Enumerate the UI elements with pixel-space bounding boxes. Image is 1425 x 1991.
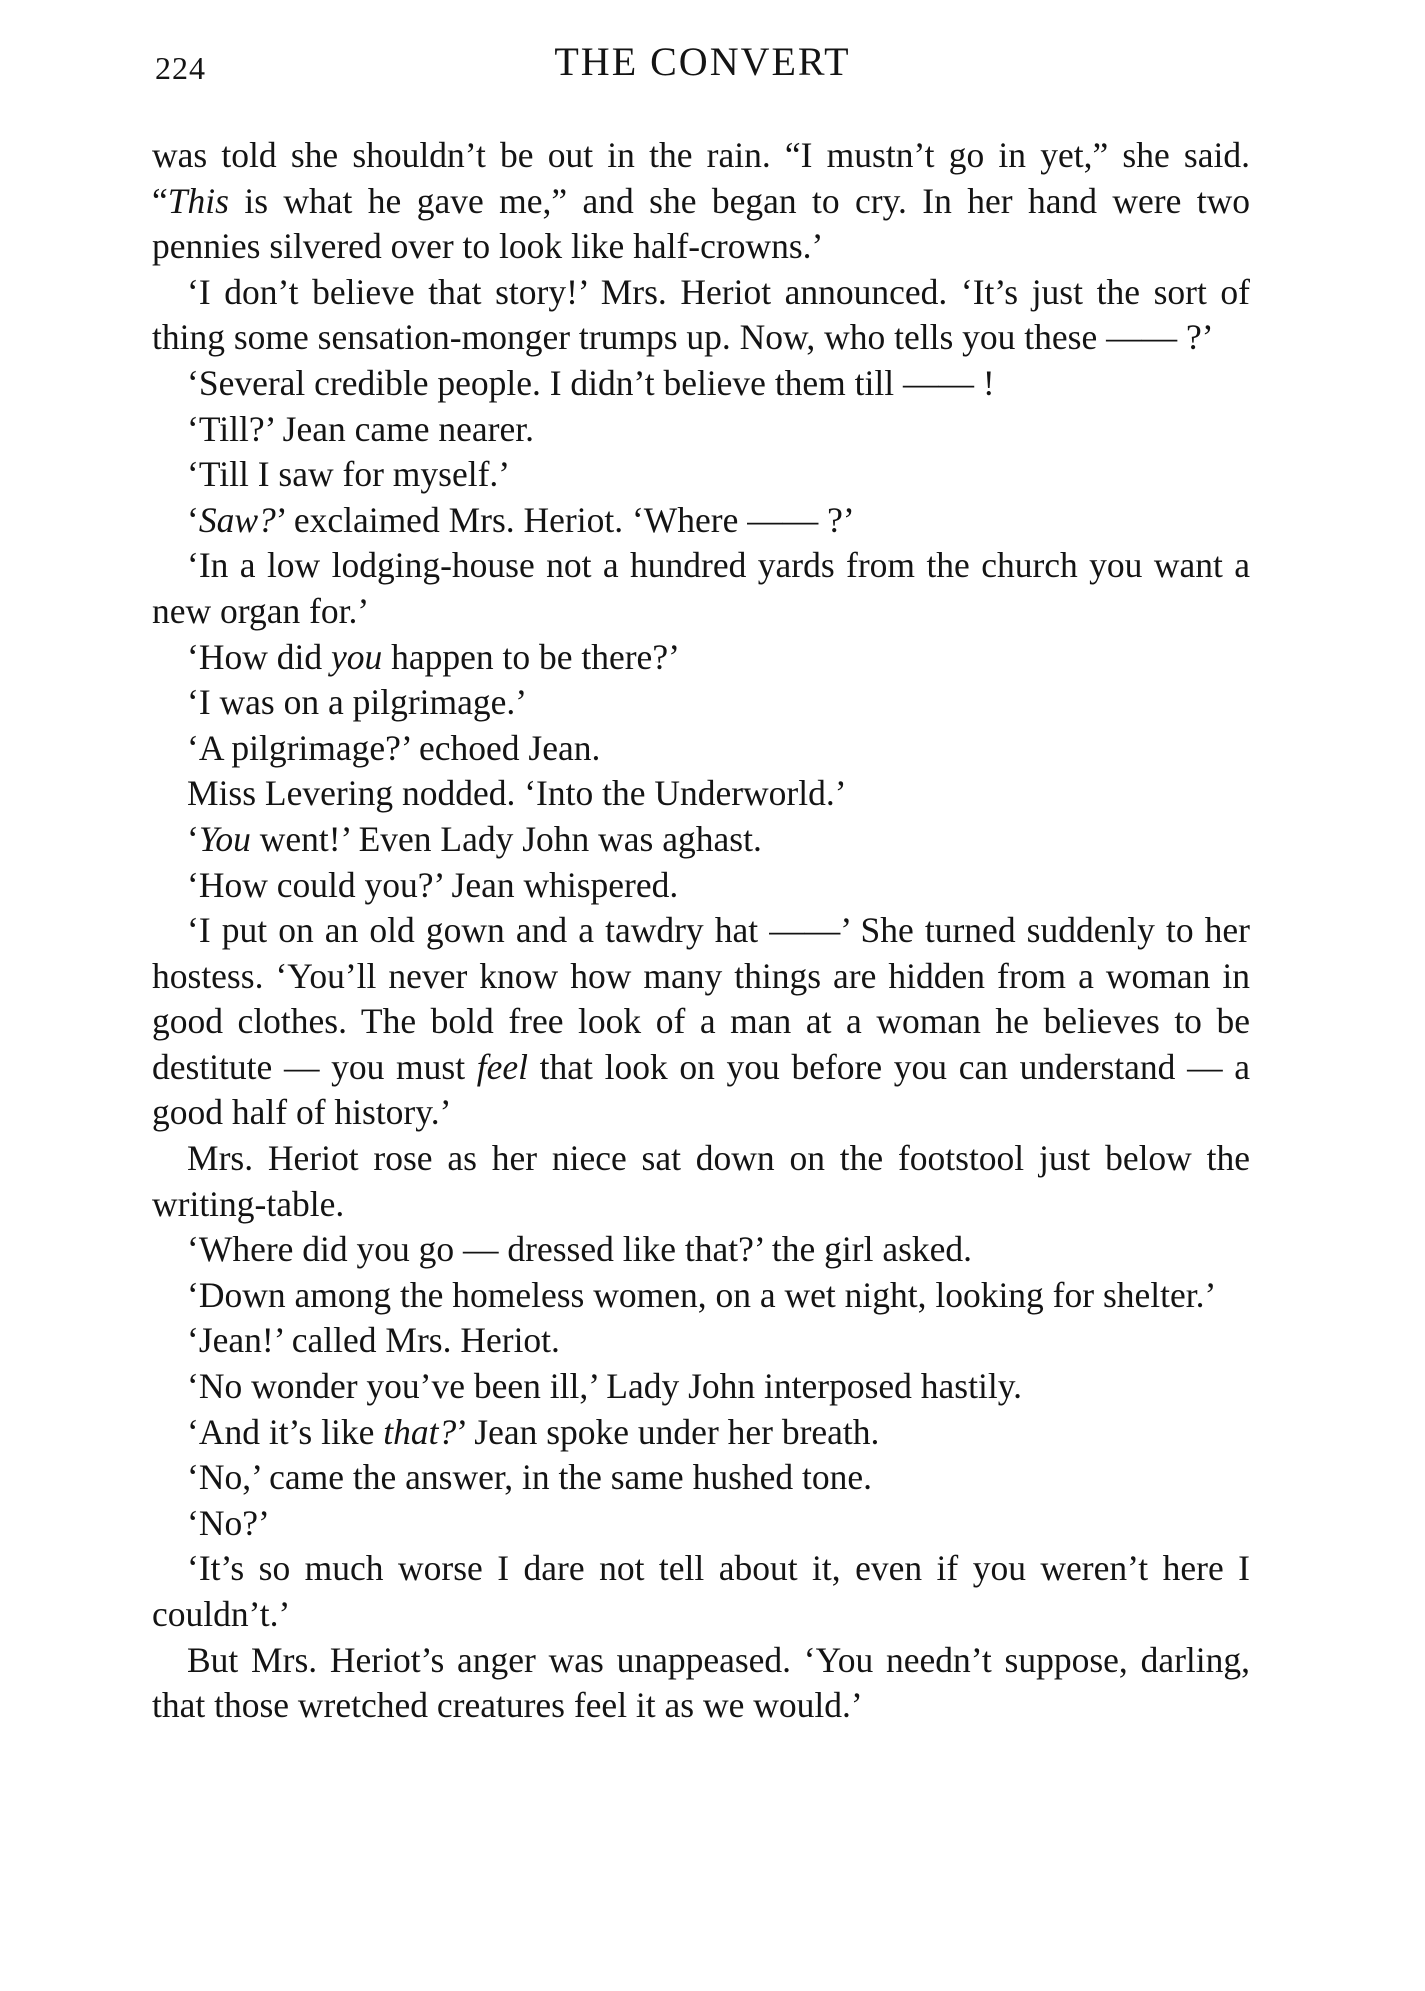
paragraph bbox=[152, 543, 1250, 634]
text-run: ‘Till?’ Jean came nearer. bbox=[187, 408, 534, 449]
text-run: ‘ bbox=[187, 499, 199, 540]
text-run: ‘How did bbox=[187, 636, 331, 677]
paragraph bbox=[152, 1364, 1250, 1410]
text-run: But Mrs. Heriot’s anger was unappeased. ‘You needn’t suppose, darling, that those wretched creatures feel it as we would.’ bbox=[152, 1639, 1250, 1726]
running-title: THE CONVERT bbox=[554, 39, 851, 84]
text-run: ‘Where did you go — dressed like that?’ the girl asked. bbox=[187, 1229, 973, 1270]
text-run: ’ Jean spoke under her breath. bbox=[456, 1411, 880, 1452]
text-run: ‘I put on an old gown and a tawdry hat ——’ She turned suddenly to her hostess. ‘You’ll never know how many things are hidden from a woman in good clothes. The bold free look of a man at a woman he believes to be destitute — you must bbox=[152, 910, 1250, 1087]
paragraph bbox=[152, 817, 1250, 863]
italic-text: that? bbox=[383, 1411, 457, 1452]
paragraph bbox=[152, 1136, 1250, 1227]
paragraph bbox=[152, 1227, 1250, 1273]
text-run: was told she shouldn’t be out in the rain. “I mustn’t go in yet,” she said. “ bbox=[152, 135, 1250, 221]
paragraph bbox=[152, 270, 1250, 361]
text-run: Miss Levering nodded. ‘Into the Underworld.’ bbox=[187, 773, 847, 814]
text-run: ‘No wonder you’ve been ill,’ Lady John interposed hastily. bbox=[187, 1366, 1023, 1407]
paragraph bbox=[152, 1318, 1250, 1364]
paragraph bbox=[152, 863, 1250, 909]
italic-text: feel bbox=[476, 1046, 529, 1087]
text-run: ‘I was on a pilgrimage.’ bbox=[187, 682, 528, 723]
text-run: that look on you before you can understand — a good half of history.’ bbox=[152, 1046, 1250, 1133]
text-run: ‘A pilgrimage?’ echoed Jean. bbox=[187, 727, 601, 768]
paragraph bbox=[152, 1638, 1250, 1729]
paragraph bbox=[152, 133, 1250, 270]
text-run: ‘No?’ bbox=[187, 1502, 270, 1543]
paragraph bbox=[152, 771, 1250, 817]
paragraph bbox=[152, 452, 1250, 498]
text-run: ‘Till I saw for myself.’ bbox=[187, 454, 511, 495]
text-run: ‘Several credible people. I didn’t believe them till —— ! bbox=[187, 362, 995, 403]
paragraph bbox=[152, 726, 1250, 772]
text-run: is what he gave me,” and she began to cry. In her hand were two pennies silvered over to look like half-crowns.’ bbox=[152, 180, 1250, 267]
text-run: ‘In a low lodging-house not a hundred yards from the church you want a new organ for.’ bbox=[152, 545, 1250, 631]
italic-text: Saw? bbox=[198, 499, 276, 540]
paragraph bbox=[152, 1410, 1250, 1456]
text-run: went!’ Even Lady John was aghast. bbox=[250, 818, 762, 859]
page-number: 224 bbox=[155, 50, 206, 86]
text-run: ‘No,’ came the answer, in the same hushed tone. bbox=[187, 1457, 873, 1498]
paragraph bbox=[152, 1501, 1250, 1547]
text-run: ‘It’s so much worse I dare not tell about it, even if you weren’t here I couldn’t.’ bbox=[152, 1548, 1250, 1634]
paragraph bbox=[152, 680, 1250, 726]
paragraph bbox=[152, 361, 1250, 407]
italic-text: This bbox=[167, 180, 229, 221]
text-run: ‘And it’s like bbox=[187, 1411, 384, 1452]
text-run: happen to be there?’ bbox=[382, 636, 680, 677]
paragraph bbox=[152, 1455, 1250, 1501]
paragraph bbox=[152, 1273, 1250, 1319]
paragraph bbox=[152, 635, 1250, 681]
body-text bbox=[152, 133, 1250, 1729]
page-header bbox=[155, 38, 1250, 94]
paragraph bbox=[152, 1546, 1250, 1637]
text-run: Mrs. Heriot rose as her niece sat down on the footstool just below the writing-table. bbox=[152, 1138, 1250, 1224]
paragraph bbox=[152, 908, 1250, 1136]
paragraph bbox=[152, 498, 1250, 544]
text-run: ‘I don’t believe that story!’ Mrs. Heriot announced. ‘It’s just the sort of thing some sensation-monger trumps up. Now, who tells you these —— ?’ bbox=[152, 271, 1250, 358]
text-run: ‘Down among the homeless women, on a wet night, looking for shelter.’ bbox=[187, 1274, 1217, 1315]
italic-text: you bbox=[330, 636, 383, 677]
paragraph bbox=[152, 407, 1250, 453]
text-run: ‘Jean!’ called Mrs. Heriot. bbox=[187, 1320, 560, 1361]
text-run: ‘How could you?’ Jean whispered. bbox=[187, 864, 679, 905]
text-run: ’ exclaimed Mrs. Heriot. ‘Where —— ?’ bbox=[275, 499, 855, 540]
italic-text: You bbox=[198, 818, 251, 859]
text-run: ‘ bbox=[187, 818, 199, 859]
